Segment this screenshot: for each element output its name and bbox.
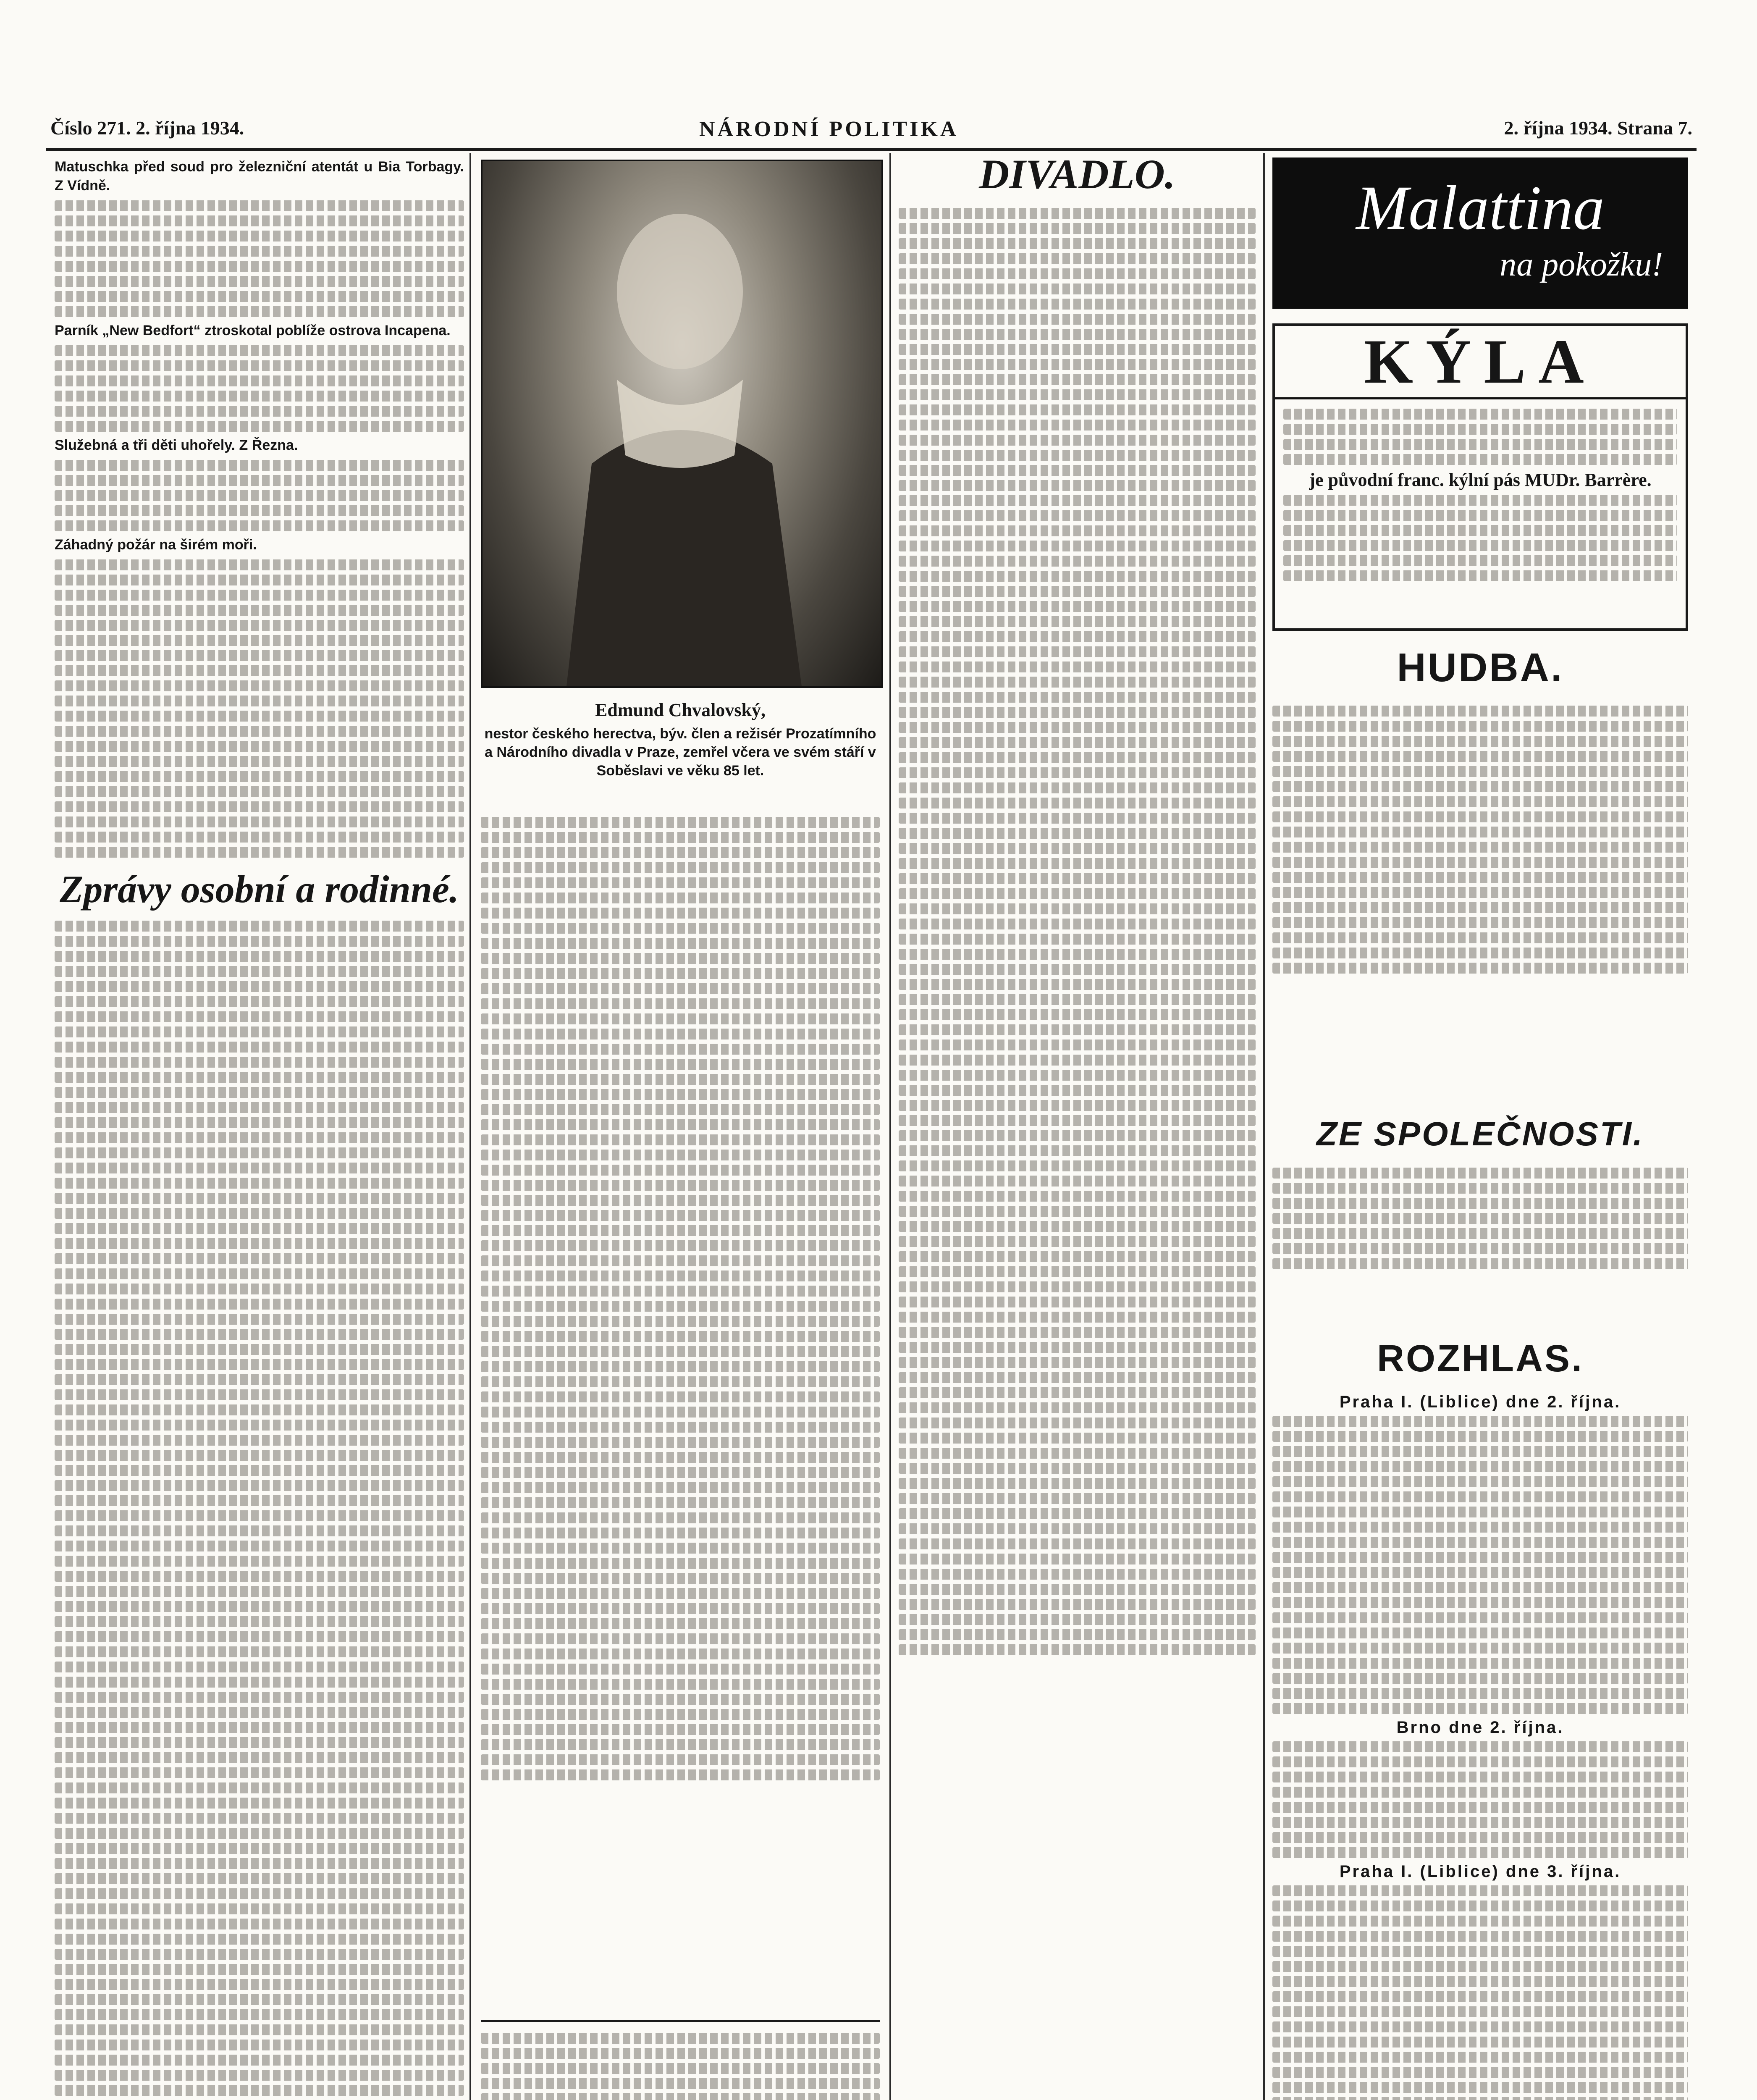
column-divider [889, 153, 891, 2100]
column-4-music [1272, 701, 1688, 1105]
masthead-title: NÁRODNÍ POLITIKA [699, 117, 959, 141]
column-2-article [481, 813, 880, 2014]
news-item: Záhadný požár na širém moři. [55, 537, 257, 553]
page-header [46, 113, 1697, 146]
column-4-society [1272, 1163, 1688, 1323]
column-1 [55, 158, 464, 2100]
news-item: Matuschka před soud pro železniční atentát u Bia Torbagy. Z Vídně. [55, 159, 464, 194]
radio-subtitle: Brno dne 2. října. [1396, 1718, 1564, 1737]
malattina-ad-sub: na pokožku! [1500, 246, 1663, 283]
column-divider [469, 153, 471, 2100]
header-rule [46, 148, 1697, 151]
photo-caption-text: nestor českého herectva, býv. člen a režisér Prozatímního a Národního divadla v Praze, zemřel včera ve svém stáří v Soběslavi ve věku 85 let. [484, 726, 876, 779]
section-title-radio: ROZHLAS. [1377, 1338, 1584, 1380]
kyla-ad-title: KÝLA [1275, 326, 1686, 399]
column-4-radio [1272, 1390, 1688, 2100]
kyla-ad-sub: je původní franc. kýlní pás MUDr. Barrère. [1309, 470, 1652, 490]
radio-subtitle: Praha I. (Liblice) dne 2. října. [1339, 1393, 1621, 1411]
column-3-theatre [899, 204, 1256, 2100]
malattina-ad-brand: Malattina [1356, 173, 1605, 243]
portrait-illustration [483, 161, 881, 686]
header-page-number: 2. října 1934. Strana 7. [1504, 117, 1692, 139]
section-title-society: ZE SPOLEČNOSTI. [1316, 1115, 1644, 1152]
section-title-personal: Zprávy osobní a rodinné. [60, 868, 459, 911]
portrait-photo [481, 160, 883, 688]
radio-subtitle: Praha I. (Liblice) dne 3. října. [1339, 1862, 1621, 1881]
malattina-ad [1272, 158, 1688, 309]
column-2-rule [481, 2020, 880, 2022]
header-issue-date: Číslo 271. 2. října 1934. [50, 117, 244, 139]
kyla-ad [1272, 323, 1688, 631]
column-divider [1263, 153, 1265, 2100]
section-title-music: HUDBA. [1397, 645, 1564, 690]
news-item: Služebná a tři děti uhořely. Z Řezna. [55, 437, 298, 453]
column-2-lower [481, 2029, 880, 2100]
section-title-theatre: DIVADLO. [979, 151, 1175, 197]
news-item: Parník „New Bedfort“ ztroskotal poblíže ostrova Incapena. [55, 323, 451, 339]
photo-caption-name: Edmund Chvalovský, [595, 700, 766, 720]
